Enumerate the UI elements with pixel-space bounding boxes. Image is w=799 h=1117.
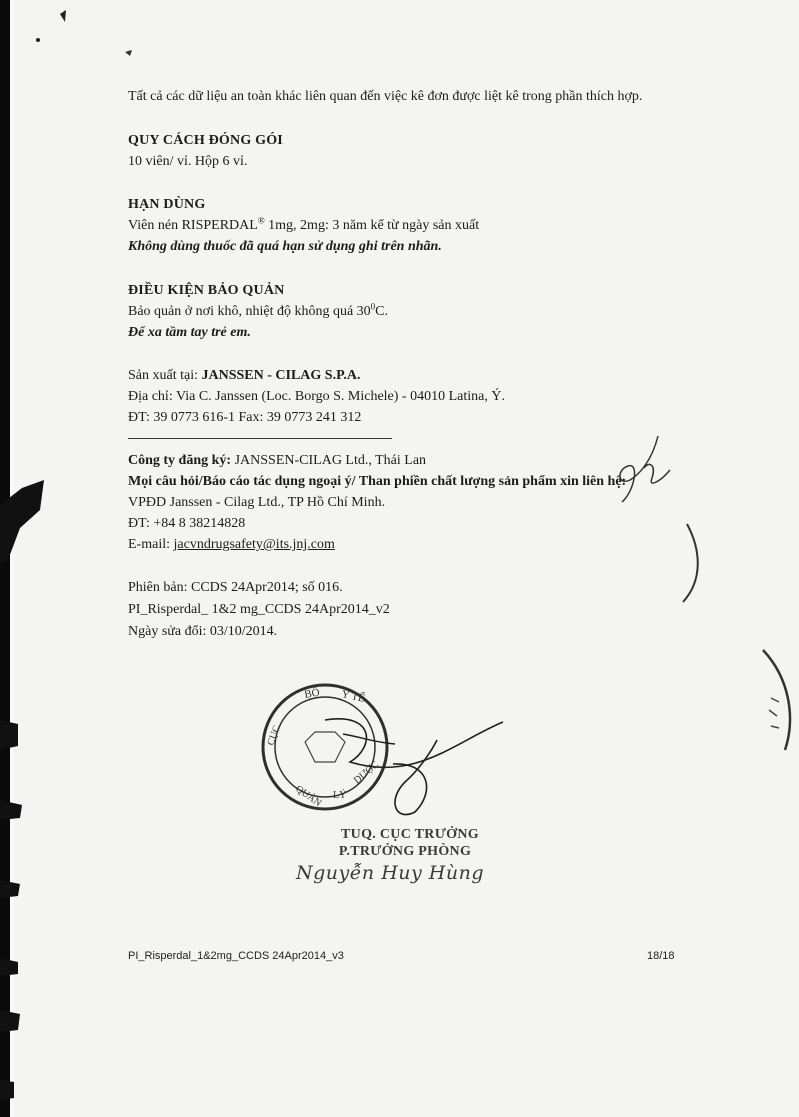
email-line: E-mail: jacvndrugsafety@its.jnj.com (128, 537, 335, 552)
section-divider (128, 438, 392, 439)
signatory-name: Nguyễn Huy Hùng (295, 862, 484, 884)
signatory-block (295, 826, 500, 886)
footer-doc-id: PI_Risperdal_1&2mg_CCDS 24Apr2014_v3 (128, 950, 344, 962)
scan-marks-right-edge (679, 510, 799, 770)
office-text: VPĐD Janssen - Cilag Ltd., TP Hồ Chí Minh. (128, 495, 386, 510)
version-line1: Phiên bản: CCDS 24Apr2014; số 016. (128, 580, 343, 595)
signatory-title1: TUQ. CỤC TRƯỞNG (341, 827, 479, 842)
version-line3: Ngày sửa đổi: 03/10/2014. (128, 624, 278, 639)
registrant-line: Công ty đăng ký: JANSSEN-CILAG Ltd., Thái Lan (128, 453, 427, 468)
expiry-warning: Không dùng thuốc đã quá hạn sử dụng ghi trên nhãn. (128, 239, 442, 254)
svg-text:QUẢN: QUẢN (293, 783, 324, 810)
intro-text: Tất cả các dữ liệu an toàn khác liên quan đến việc kê đơn được liệt kê trong phần thích hợp. (128, 89, 643, 104)
scan-marks-left-edge (0, 0, 50, 1117)
storage-warning: Để xa tầm tay trẻ em. (128, 325, 251, 340)
packaging-text: 10 viên/ vỉ. Hộp 6 vỉ. (128, 154, 248, 169)
svg-text:CỤC: CỤC (265, 723, 283, 748)
expiry-text: Viên nén RISPERDAL® 1mg, 2mg: 3 năm kể từ ngày sản xuất (128, 215, 480, 233)
packaging-heading: QUY CÁCH ĐÓNG GÓI (128, 133, 283, 148)
svg-text:LÝ: LÝ (333, 790, 347, 801)
signatory-title2: P.TRƯỞNG PHÒNG (338, 844, 472, 859)
official-seal (255, 672, 515, 832)
version-line2: PI_Risperdal_ 1&2 mg_CCDS 24Apr2014_v2 (128, 602, 390, 617)
svg-text:DƯỢC: DƯỢC (351, 759, 382, 787)
handwritten-initials (600, 430, 680, 520)
footer-page-number: 18/18 (647, 950, 675, 962)
manufacturer-address: Địa chỉ: Via C. Janssen (Loc. Borgo S. Michele) - 04010 Latina, Ý. (128, 389, 505, 404)
manufacturer-line: Sản xuất tại: JANSSEN - CILAG S.P.A. (128, 368, 361, 383)
storage-text: Bảo quản ở nơi khô, nhiệt độ không quá $30^0C$. (128, 301, 389, 319)
storage-heading: ĐIỀU KIỆN BẢO QUẢN (128, 283, 285, 298)
contact-prompt: Mọi câu hỏi/Báo cáo tác dụng ngoại ý/ Than phiền chất lượng sản phẩm xin liên hệ: (128, 474, 627, 489)
email-link[interactable]: jacvndrugsafety@its.jnj.com (173, 537, 335, 552)
expiry-heading: HẠN DÙNG (128, 197, 206, 212)
scan-marks-top (40, 0, 180, 70)
office-phone: ĐT: +84 8 38214828 (128, 516, 246, 531)
svg-text:Y TẾ: Y TẾ (340, 688, 366, 705)
manufacturer-phone: ĐT: 39 0773 616-1 Fax: 39 0773 241 312 (128, 410, 362, 425)
svg-text:BỘ: BỘ (303, 686, 321, 701)
